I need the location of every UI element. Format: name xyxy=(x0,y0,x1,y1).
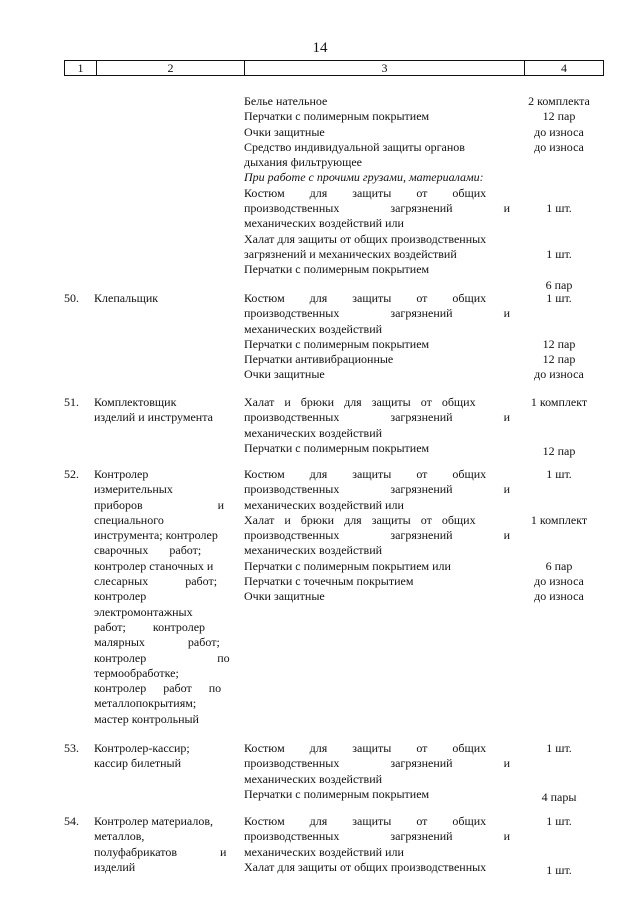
name-line: специального xyxy=(94,512,164,527)
profession-name xyxy=(94,741,230,772)
item-line: Очки защитные xyxy=(244,367,325,382)
norm-value: до износа xyxy=(534,574,584,589)
norm-value: 1 шт. xyxy=(546,201,572,216)
norm-value: 1 шт. xyxy=(546,741,572,755)
norm-value: 6 пар xyxy=(545,277,573,292)
item-line: производственных загрязнений и xyxy=(244,482,511,497)
header-col-1: 1 xyxy=(65,61,97,75)
header-col-2: 2 xyxy=(97,61,245,75)
item-line: механических воздействий xyxy=(244,543,383,558)
norm-value xyxy=(516,426,602,441)
name-line: контролер xyxy=(94,589,147,604)
norm-value: 2 комплекта xyxy=(528,94,590,108)
name-line: полуфабрикатов и xyxy=(94,844,227,859)
name-line: изделий и инструмента xyxy=(94,410,213,425)
profession-name xyxy=(94,395,230,426)
header-col-4: 4 xyxy=(561,61,567,75)
name-line: Контролер-кассир; xyxy=(94,741,190,755)
protection-items xyxy=(244,395,512,456)
norm-value: 12 пар xyxy=(542,443,576,458)
norm-value xyxy=(516,829,602,844)
item-line: Халат и брюки для защиты от общих xyxy=(244,512,476,527)
norm-value: 1 шт. xyxy=(546,814,572,828)
norm-value xyxy=(516,216,602,231)
item-line: дыхания фильтрующее xyxy=(244,155,362,170)
norm-value: 1 шт. xyxy=(546,467,572,481)
name-line: Клепальщик xyxy=(94,291,159,305)
norm-value: 1 комплект xyxy=(530,395,588,409)
norm-value: 4 пары xyxy=(541,789,577,804)
name-line: инструмента; контролер xyxy=(94,528,218,543)
norm-value xyxy=(516,482,602,497)
row-number: 51. xyxy=(64,395,79,409)
norm-value xyxy=(516,756,602,771)
item-line: производственных загрязнений и xyxy=(244,756,511,771)
norm-value xyxy=(516,170,602,185)
item-line: Перчатки с точечным покрытием xyxy=(244,574,414,589)
norm-value: 1 шт. xyxy=(546,246,572,261)
header-col-3: 3 xyxy=(245,61,525,75)
name-line: работ; контролер xyxy=(94,619,206,634)
table-header xyxy=(64,60,604,76)
name-line: контролер по xyxy=(94,650,230,665)
norms xyxy=(516,741,602,805)
name-line: мастер контрольный xyxy=(94,711,199,726)
page-number: 14 xyxy=(312,40,328,56)
name-line: термообработке; xyxy=(94,665,179,680)
item-line: Халат и брюки для защиты от общих xyxy=(244,395,476,409)
norms xyxy=(516,467,602,605)
name-line: контролер станочных и xyxy=(94,558,214,573)
item-line: Костюм для защиты от общих xyxy=(244,185,487,200)
item-line: Халат для защиты от общих производственных xyxy=(244,231,487,246)
profession-name xyxy=(94,467,230,727)
norm-value: 1 шт. xyxy=(546,862,572,877)
item-line: Перчатки с полимерным покрытием xyxy=(244,440,430,455)
item-line: загрязнений и механических воздействий xyxy=(244,246,457,261)
norms xyxy=(516,395,602,459)
item-line: Средство индивидуальной защиты органов xyxy=(244,139,465,154)
item-line: механических воздействий или xyxy=(244,497,404,512)
item-line: Белье нательное xyxy=(244,94,328,108)
norm-value: до износа xyxy=(534,124,584,139)
norm-value xyxy=(516,543,602,558)
profession-name xyxy=(94,814,230,875)
item-line: Халат для защиты от общих производственных xyxy=(244,859,487,874)
norm-value xyxy=(516,262,602,277)
norm-value: 1 шт. xyxy=(546,291,572,305)
item-line: производственных загрязнений и xyxy=(244,410,511,425)
name-line: слесарных работ; xyxy=(94,574,218,589)
row-number: 54. xyxy=(64,814,79,828)
item-line: Костюм для защиты от общих xyxy=(244,741,487,755)
profession-name xyxy=(94,291,230,306)
norm-value: 1 комплект xyxy=(530,512,588,527)
item-line: Очки защитные xyxy=(244,124,325,139)
norm-value xyxy=(516,322,602,337)
name-line: приборов и xyxy=(94,497,225,512)
item-line: производственных загрязнений и xyxy=(244,306,511,321)
norm-value: 12 пар xyxy=(542,109,576,124)
item-line: Перчатки с полимерным покрытием xyxy=(244,786,430,801)
norms xyxy=(516,94,602,293)
item-line: механических воздействий или xyxy=(244,844,404,859)
item-line: Перчатки с полимерным покрытием xyxy=(244,262,430,277)
norm-value xyxy=(516,528,602,543)
name-line: сварочных работ; xyxy=(94,543,202,558)
norm-value xyxy=(516,498,602,513)
name-line: электромонтажных xyxy=(94,604,193,619)
name-line: изделий xyxy=(94,859,136,874)
item-line: Перчатки с полимерным покрытием или xyxy=(244,558,451,573)
item-line: механических воздействий xyxy=(244,771,383,786)
norm-value: до износа xyxy=(534,367,584,382)
norm-value xyxy=(516,232,602,247)
norms xyxy=(516,814,602,878)
norm-value xyxy=(516,410,602,425)
protection-items xyxy=(244,94,512,278)
norm-value: до износа xyxy=(534,139,584,154)
name-line: контролер работ по xyxy=(94,681,222,696)
norm-value xyxy=(516,155,602,170)
subheading: При работе с прочими грузами, материалами: xyxy=(244,170,484,185)
name-line: металлопокрытиям; xyxy=(94,696,197,711)
norm-value: 12 пар xyxy=(542,336,576,351)
item-line: механических воздействий xyxy=(244,425,383,440)
protection-items xyxy=(244,741,512,802)
protection-items xyxy=(244,291,512,383)
item-line: производственных загрязнений и xyxy=(244,829,511,844)
name-line: измерительных xyxy=(94,482,173,497)
protection-items xyxy=(244,467,512,605)
protection-items xyxy=(244,814,512,875)
norm-value: до износа xyxy=(534,589,584,604)
item-line: Очки защитные xyxy=(244,589,325,604)
item-line: Перчатки с полимерным покрытием xyxy=(244,336,430,351)
name-line: Комплектовщик xyxy=(94,395,177,409)
name-line: металлов, xyxy=(94,829,145,844)
name-line: кассир билетный xyxy=(94,756,182,771)
item-line: Перчатки с полимерным покрытием xyxy=(244,109,430,124)
item-line: Костюм для защиты от общих xyxy=(244,814,487,828)
norm-value: 6 пар xyxy=(545,558,573,573)
row-number: 50. xyxy=(64,291,79,305)
item-line: Костюм для защиты от общих xyxy=(244,467,487,481)
norm-value xyxy=(516,845,602,860)
norms xyxy=(516,291,602,383)
name-line: Контролер материалов, xyxy=(94,814,213,828)
norm-value: 12 пар xyxy=(542,352,576,367)
name-line: Контролер xyxy=(94,467,149,481)
name-line: малярных работ; xyxy=(94,635,220,650)
norm-value xyxy=(516,186,602,201)
item-line: Перчатки антивибрационные xyxy=(244,352,394,367)
row-number: 53. xyxy=(64,741,79,755)
norm-value xyxy=(516,772,602,787)
row-number: 52. xyxy=(64,467,79,481)
item-line: производственных загрязнений и xyxy=(244,201,511,216)
item-line: механических воздействий xyxy=(244,321,383,336)
norm-value xyxy=(516,306,602,321)
item-line: производственных загрязнений и xyxy=(244,528,511,543)
item-line: Костюм для защиты от общих xyxy=(244,291,487,305)
item-line: механических воздействий или xyxy=(244,216,404,231)
